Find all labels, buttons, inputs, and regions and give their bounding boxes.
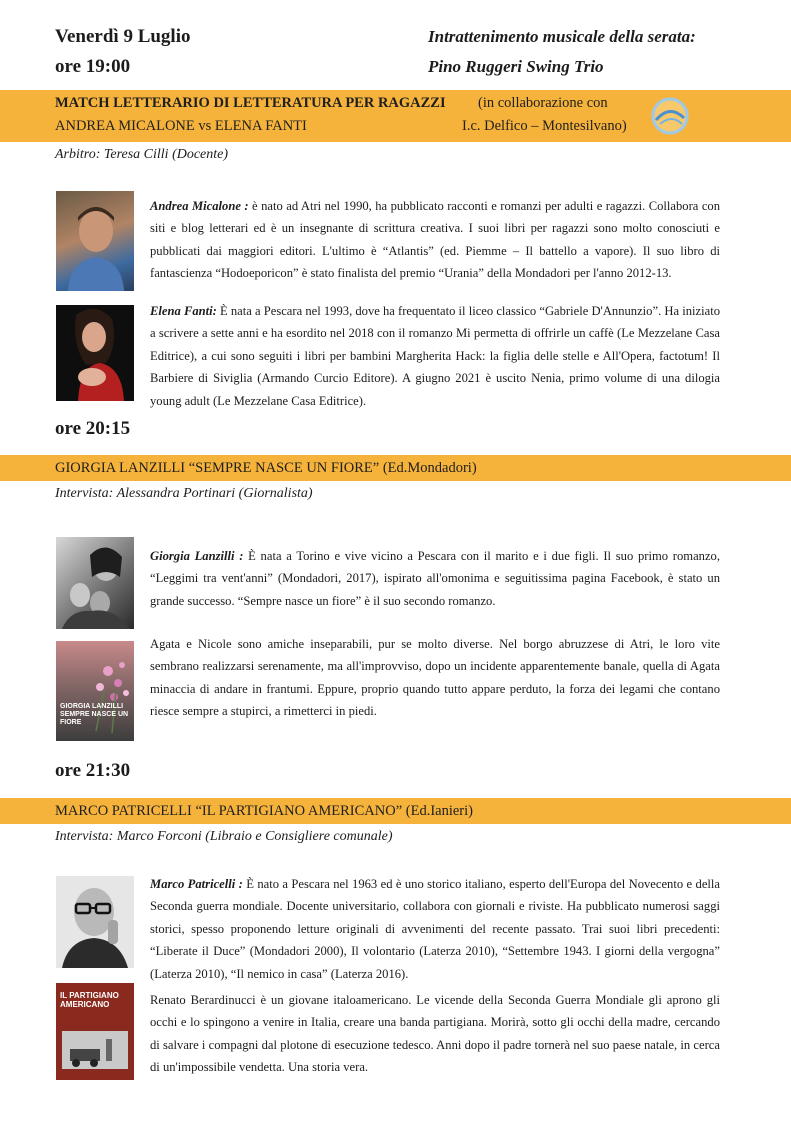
- bio-text: è nato ad Atri nel 1990, ha pubblicato racconti e romanzi per adulti e ragazzi. Collabora con siti e blog letterari ed è un insegnante di scrittura creativa. I suoi libri per ragazzi sono molto conosciuti e pubblicati dai maggiori editori. L'ultimo è “Atlantis” (ed. Piemme – Il battello a vapore). Il suo libro di fantascienza “Hodoeporicon” è stato finalista del premio “Urania” della Mondadori per l'anno 2012-13.: [150, 199, 721, 281]
- bio-text: È nata a Pescara nel 1993, dove ha frequentato il liceo classico “Gabriele D'Annunzio”. Ha iniziato a scrivere a sette anni e ha esordito nel 2018 con il romanzo Mi permetta di offrirle un caffè (Le Mezzelane Casa Editrice), a cui sono seguiti i libri per bambini Margherita Hack: la figlia delle stelle e All'Opera, factotum! Il Barbiere di Siviglia (Armando Curcio Editore). A giugno 2021 è uscito Nenia, primo volume di una dilogia young adult (Le Mezzelane Casa Editrice).: [150, 304, 720, 408]
- session2-time: ore 20:15: [55, 418, 131, 439]
- event-date: Venerdì 9 Luglio: [55, 26, 191, 47]
- session3-time: ore 21:30: [55, 760, 131, 781]
- session2-title: GIORGIA LANZILLI “SEMPRE NASCE UN FIORE” (Ed.Mondadori): [55, 460, 477, 476]
- session1-title: MATCH LETTERARIO DI LETTERATURA PER RAGAZZI: [55, 95, 446, 111]
- session1-referee: Arbitro: Teresa Cilli (Docente): [55, 147, 229, 162]
- marco-patricelli-bio: [150, 873, 720, 985]
- bio-text: È nato a Pescara nel 1963 ed è uno storico italiano, esperto dell'Europa del Novecento e della Seconda guerra mondiale. Docente universitario, collabora con giornali e riviste. Ha pubblicato numerosi saggi storici, spesso proponendo letture originali di avvenimenti del recente passato. Trai suoi libri precedenti: “Liberate il Duce” (Mondadori 2000), Il volontario (Laterza 2010), “Settembre 1943. I giorni della vergogna” (Laterza 2010), “Il nemico in casa” (Laterza 2016).: [150, 877, 721, 981]
- header-right: [428, 22, 696, 82]
- music-band: Pino Ruggeri Swing Trio: [428, 57, 604, 76]
- cover-title: IL PARTIGIANO AMERICANO: [60, 991, 119, 1009]
- school-logo-icon: [648, 96, 692, 136]
- bio-name: Marco Patricelli :: [150, 877, 243, 891]
- elena-fanti-photo: [56, 305, 134, 401]
- session1-subtitle: ANDREA MICALONE vs ELENA FANTI: [55, 118, 307, 134]
- session3-title: MARCO PATRICELLI “IL PARTIGIANO AMERICANO” (Ed.Ianieri): [55, 803, 473, 819]
- giorgia-lanzilli-bio: [150, 545, 720, 612]
- cover-title: GIORGIA LANZILLI SEMPRE NASCE UN FIORE: [60, 703, 129, 726]
- music-title: Intrattenimento musicale della serata:: [428, 27, 696, 46]
- session1-collab2: I.c. Delfico – Montesilvano): [462, 118, 627, 134]
- session1-collab: (in collaborazione con: [478, 95, 608, 111]
- sempre-nasce-un-fiore-synopsis: Agata e Nicole sono amiche inseparabili, pur se molto diverse. Nel borgo abruzzese di Atri, le loro vite sembrano realizzarsi serenamente, ma all'improvviso, dopo un incidente apparentemente banale, quella di Agata minaccia di andare in frantumi. Eppure, proprio quando tutto appare perduto, la forza dei legami che contano riesce sempre a stupirci, a rimetterci in piedi.: [150, 637, 720, 719]
- il-partigiano-americano-synopsis: Renato Berardinucci è un giovane italoamericano. Le vicende della Seconda Guerra Mondiale gli aprono gli occhi e lo spingono a venire in Italia, creare una banda partigiana. Morirà, sotto gli occhi della madre, cercando di salvare i compagni dal plotone di esecuzione tedesco. Anni dopo il padre tornerà nel suo paese natale, in cerca di un'impossibile vendetta. Una storia vera.: [150, 993, 720, 1075]
- event-start-time: ore 19:00: [55, 56, 131, 77]
- header-left: [55, 22, 191, 82]
- bio-name: Andrea Micalone :: [150, 199, 249, 213]
- session2-band: [0, 455, 791, 481]
- andrea-micalone-photo: [56, 191, 134, 291]
- bio-name: Giorgia Lanzilli :: [150, 549, 244, 563]
- sempre-nasce-un-fiore-cover: [56, 641, 134, 741]
- marco-patricelli-photo: [56, 876, 134, 968]
- giorgia-lanzilli-photo: [56, 537, 134, 629]
- session3-band: [0, 798, 791, 824]
- elena-fanti-bio: [150, 300, 720, 412]
- bio-text: È nata a Torino e vive vicino a Pescara con il marito e i due figli. Il suo primo romanzo, “Leggimi tra vent'anni” (Mondadori, 2017), ispirato all'omonima e seguitissima pagina Facebook, è stato un grande successo. “Sempre nasce un fiore” è il suo secondo romanzo.: [150, 549, 721, 608]
- session3-interviewer: Intervista: Marco Forconi (Libraio e Consigliere comunale): [55, 829, 393, 844]
- il-partigiano-americano-cover: [56, 983, 134, 1080]
- andrea-micalone-bio: [150, 195, 720, 285]
- session2-interviewer: Intervista: Alessandra Portinari (Giornalista): [55, 486, 313, 501]
- bio-name: Elena Fanti:: [150, 304, 217, 318]
